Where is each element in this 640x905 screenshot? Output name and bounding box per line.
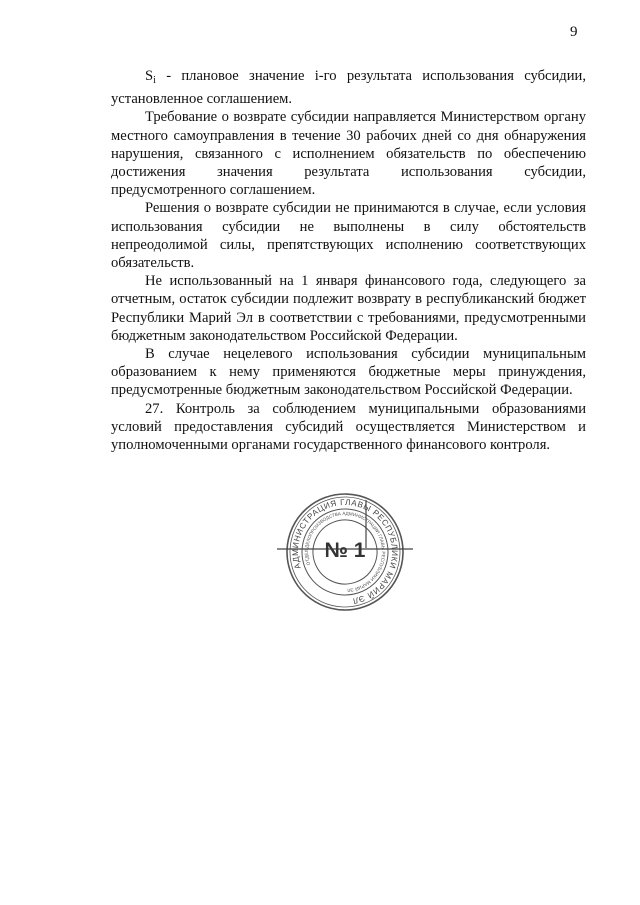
paragraph-unused-balance: Не использованный на 1 января финансового года, следующего за отчетным, остаток субсидии подлежит возврату в республиканский бюджет Республики Марий Эл в соответствии с требованиями, предусмотренными бюджетным законодательством Российской Федерации.	[111, 273, 586, 344]
paragraph-force-majeure: Решения о возврате субсидии не принимаются в случае, если условия использования субсидии не выполнены в силу обстоятельств непреодолимой силы, препятствующих исполнению соответствующих обязательств.	[111, 200, 586, 272]
paragraph-formula-definition	[111, 67, 586, 108]
stamp-outer-text: АДМИНИСТРАЦИЯ ГЛАВЫ РЕСПУБЛИКИ МАРИЙ ЭЛ	[290, 497, 400, 606]
paragraph-return-requirement: Требование о возврате субсидии направляется Министерством органу местного самоуправления в течение 30 рабочих дней со дня обнаружения нарушения, связанного с исполнением обязательств по обеспечению достижения значения результата использования субсидии, предусмотренного соглашением.	[111, 109, 586, 199]
formula-symbol: S	[145, 68, 154, 84]
official-stamp	[275, 490, 415, 614]
page-number: 9	[570, 24, 578, 40]
stamp-seal	[275, 490, 415, 614]
document-body	[111, 67, 586, 454]
stamp-number: № 1	[324, 539, 366, 562]
paragraph-misuse-measures: В случае нецелевого использования субсидии муниципальным образованием к нему применяются бюджетные меры принуждения, предусмотренные бюджетным законодательством Российской Федерации.	[111, 346, 586, 399]
formula-description: - плановое значение i-го результата использования субсидии, установленное соглашением.	[111, 68, 586, 108]
paragraph-27-control: 27. Контроль за соблюдением муниципальными образованиями условий предоставления субсидий осуществляется Министерством и уполномоченными органами государственного финансового контроля.	[111, 400, 586, 454]
formula-subscript: i	[153, 75, 156, 86]
stamp-inner-text: ОТДЕЛ ДЕЛОПРОИЗВОДСТВА АДМИНИСТРАЦИИ ГЛАВЫ РЕСПУБЛИКИ МАРИЙ ЭЛ	[303, 510, 387, 593]
